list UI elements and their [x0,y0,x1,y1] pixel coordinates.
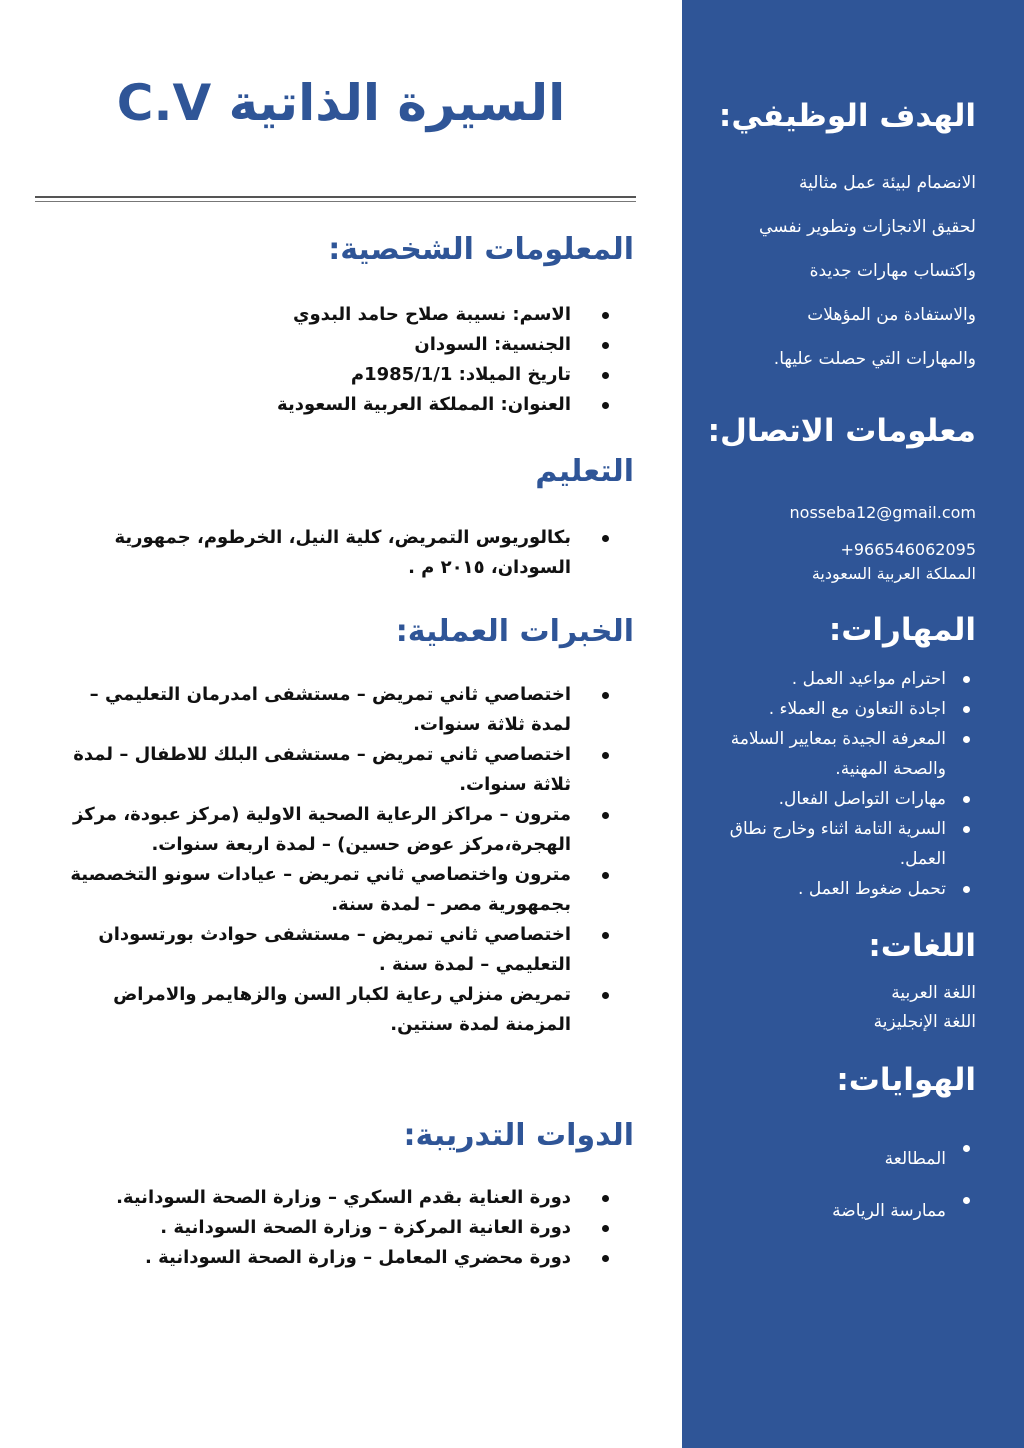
contact-heading: معلومات الاتصال: [707,413,976,449]
list-item: بكالوريوس التمريض، كلية النيل، الخرطوم، جمهورية السودان، ٢٠١٥ م . [46,523,571,583]
list-item: مترون واختصاصي ثاني تمريض – عيادات سونو التخصصية بجمهورية مصر – لمدة سنة. [46,860,571,920]
country-text: المملكة العربية السعودية [811,564,976,583]
list-item: دورة العانية المركزة – وزارة الصحة السودانية . [51,1213,571,1243]
list-item: مهارات التواصل الفعال. [706,784,946,814]
personal-list [51,300,634,420]
list-item: دورة العناية بقدم السكري – وزارة الصحة السودانية. [51,1183,571,1213]
experience-heading: الخبرات العملية: [395,614,634,649]
list-item: احترام مواعيد العمل . [706,664,946,694]
email-text[interactable]: nosseba12@gmail.com [789,503,976,522]
list-item: دورة محضري المعامل – وزارة الصحة السودانية . [51,1243,571,1273]
objective-line: لحقيق الانجازات وتطوير نفسي [759,217,976,237]
list-item: العنوان: المملكة العربية السعودية [51,390,571,420]
list-item: اختصاصي ثاني تمريض – مستشفى امدرمان التعليمي – لمدة ثلاثة سنوات. [46,680,571,740]
title-divider [35,196,636,198]
objective-heading: الهدف الوظيفي: [718,98,976,134]
skills-list [706,664,976,904]
list-item: تحمل ضغوط العمل . [706,874,946,904]
education-list [46,523,634,583]
hobbies-list [746,1133,976,1237]
sidebar [682,0,1024,1448]
list-item: اجادة التعاون مع العملاء . [706,694,946,724]
language-item: اللغة الإنجليزية [873,1012,976,1032]
page-title: السيرة الذاتية C.V [116,74,566,132]
objective-line: والاستفادة من المؤهلات [807,305,976,325]
list-item: الجنسية: السودان [51,330,571,360]
objective-line: والمهارات التي حصلت عليها. [773,349,976,369]
list-item: السرية التامة اثناء وخارج نطاق العمل. [706,814,946,874]
languages-heading: اللغات: [868,928,976,964]
objective-line: واكتساب مهارات جديدة [809,261,976,281]
list-item: اختصاصي ثاني تمريض – مستشفى حوادث بورتسودان التعليمي – لمدة سنة . [46,920,571,980]
objective-line: الانضمام لبيئة عمل مثالية [798,173,976,193]
experience-list [46,680,634,1040]
title-divider-thin [35,201,636,202]
education-heading: التعليم [535,454,634,489]
hobbies-heading: الهوايات: [836,1062,976,1098]
personal-heading: المعلومات الشخصية: [328,232,634,267]
list-item: الاسم: نسيبة صلاح حامد البدوي [51,300,571,330]
skills-heading: المهارات: [828,612,976,648]
list-item: تاريخ الميلاد: 1985/1/1م [51,360,571,390]
training-list [51,1183,634,1273]
list-item: اختصاصي ثاني تمريض – مستشفى البلك للاطفال – لمدة ثلاثة سنوات. [46,740,571,800]
list-item: المعرفة الجيدة بمعايير السلامة والصحة المهنية. [706,724,946,784]
training-heading: الدوات التدريبة: [403,1118,634,1153]
list-item: المطالعة [746,1133,946,1185]
phone-text[interactable]: +966546062095 [840,540,976,559]
language-item: اللغة العربية [891,983,976,1003]
list-item: تمريض منزلي رعاية لكبار السن والزهايمر والامراض المزمنة لمدة سنتين. [46,980,571,1040]
list-item: ممارسة الرياضة [746,1185,946,1237]
list-item: مترون – مراكز الرعاية الصحية الاولية (مركز عبودة، مركز الهجرة،مركز عوض حسين) – لمدة اربعة سنوات. [46,800,571,860]
